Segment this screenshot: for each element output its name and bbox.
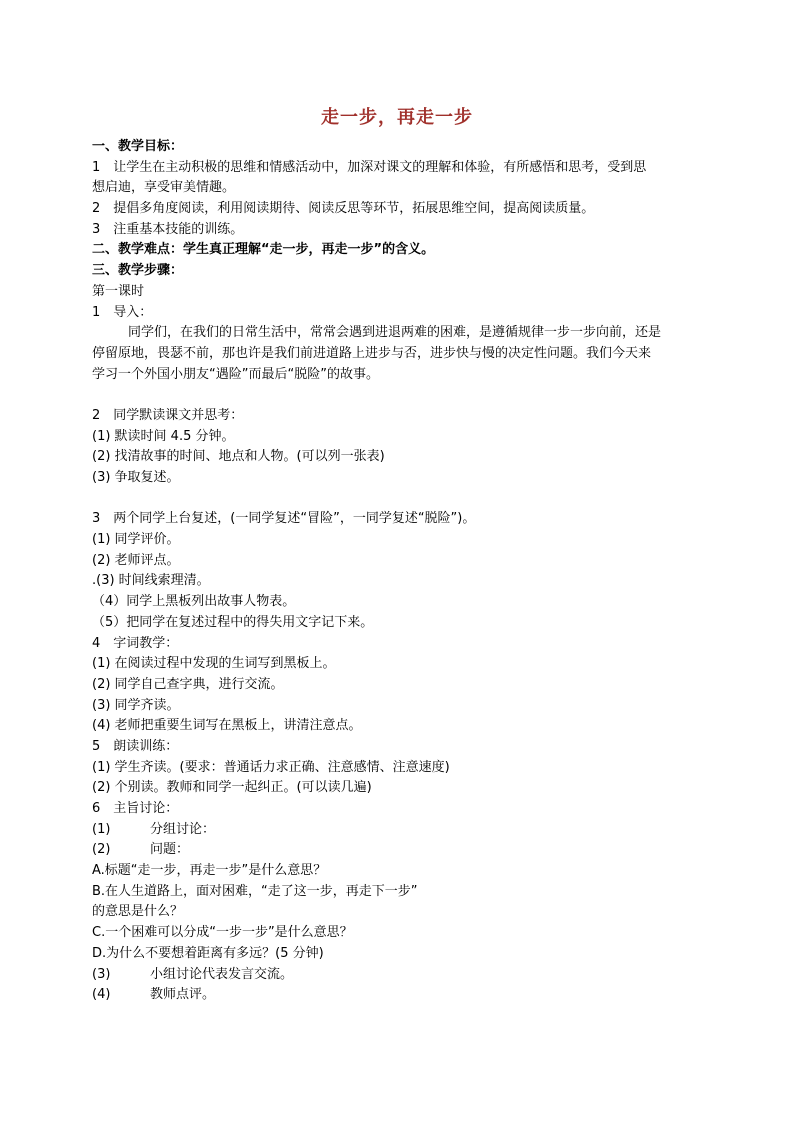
- question-b-line-1: B.在人生道路上，面对困难，“走了这一步，再走下一步”: [92, 883, 418, 899]
- step-2-item-3: (3) 争取复述。: [92, 470, 180, 485]
- step-4-item-4: (4) 老师把重要生词写在黑板上，讲清注意点。: [92, 718, 362, 734]
- intro-paragraph-line-2: 停留原地，畏瑟不前，那也许是我们前进道路上进步与否，进步快与慢的决定性问题。我们今天来: [92, 345, 652, 361]
- step-3-heading: 3 两个同学上台复述，(一同学复述“冒险”，一同学复述“脱险”)。: [92, 511, 476, 527]
- step-6-item-1-number: (1): [92, 821, 111, 837]
- step-6-item-4: [92, 985, 712, 1006]
- step-4-heading: 4 字词教学：: [92, 635, 179, 651]
- intro-paragraph-line-3: 学习一个外国小朋友“遇险”而最后“脱险”的故事。: [92, 366, 379, 382]
- step-3-item-1: (1) 同学评价。: [92, 532, 180, 548]
- step-5-item-1: (1) 学生齐读。(要求：普通话力求正确、注意感情、注意速度): [92, 759, 450, 775]
- document-body: [92, 137, 712, 1006]
- intro-heading: 1 导入：: [92, 304, 153, 320]
- goal-2: 2 提倡多角度阅读，利用阅读期待、阅读反思等环节，拓展思维空间，提高阅读质量。: [92, 201, 595, 217]
- step-6-item-2-text: 问题：: [150, 842, 190, 858]
- spacer: [92, 489, 712, 510]
- document-title: 走一步，再走一步: [321, 107, 473, 128]
- step-4-item-2: (2) 同学自己查字典，进行交流。: [92, 676, 284, 692]
- spacer: [92, 385, 712, 406]
- step-6-item-4-number: (4): [92, 987, 111, 1003]
- step-6-item-2: [92, 840, 712, 861]
- intro-paragraph-line-1: 同学们，在我们的日常生活中，常常会遇到进退两难的困难，是遵循规律一步一步向前，还是: [128, 325, 662, 341]
- step-2-item-1: (1) 默读时间 4.5 分钟。: [92, 428, 235, 444]
- step-6-item-1: [92, 820, 712, 841]
- step-2-item-2: (2) 找清故事的时间、地点和人物。(可以列一张表): [92, 449, 385, 465]
- step-4-item-1: (1) 在阅读过程中发现的生词写到黑板上。: [92, 656, 336, 672]
- step-6-heading: 6 主旨讨论：: [92, 801, 179, 816]
- question-a: A.标题“走一步，再走一步”是什么意思？: [92, 863, 327, 879]
- goal-3: 3 注重基本技能的训练。: [92, 221, 244, 237]
- goal-1-line-b: 想启迪，享受审美情趣。: [92, 180, 236, 196]
- step-3-item-4: （4）同学上黑板列出故事人物表。: [92, 594, 296, 610]
- question-d: D.为什么不要想着距离有多远？(5 分钟): [92, 945, 324, 961]
- step-3-item-5: （5）把同学在复述过程中的得失用文字记下来。: [92, 614, 374, 630]
- step-6-item-3-number: (3): [92, 966, 111, 982]
- steps-heading: 三、教学步骤：: [92, 263, 184, 279]
- lesson-label: 第一课时: [92, 283, 145, 299]
- step-6-item-4-text: 教师点评。: [150, 987, 216, 1003]
- step-6-item-3: [92, 965, 712, 986]
- step-5-item-2: (2) 个别读。教师和同学一起纠正。(可以读几遍): [92, 780, 372, 796]
- step-6-item-1-text: 分组讨论：: [150, 821, 216, 837]
- step-2-heading: 2 同学默读课文并思考：: [92, 407, 244, 423]
- step-6-item-3-text: 小组讨论代表发言交流。: [150, 966, 294, 982]
- goal-1-line-a: 1 让学生在主动积极的思维和情感活动中，加深对课文的理解和体验，有所感悟和思考，受到思: [92, 159, 647, 175]
- step-3-item-3: .(3) 时间线索理清。: [92, 573, 210, 589]
- step-6-item-2-number: (2): [92, 842, 111, 858]
- step-3-item-2: (2) 老师评点。: [92, 552, 180, 568]
- goals-heading: 一、教学目标：: [92, 139, 184, 154]
- question-c: C.一个困难可以分成“一步一步”是什么意思？: [92, 925, 353, 941]
- step-4-item-3: (3) 同学齐读。: [92, 697, 180, 713]
- question-b-line-2: 的意思是什么？: [92, 904, 184, 920]
- step-5-heading: 5 朗读训练：: [92, 738, 179, 754]
- difficulty-heading: 二、教学难点：学生真正理解“走一步，再走一步”的含义。: [92, 242, 435, 258]
